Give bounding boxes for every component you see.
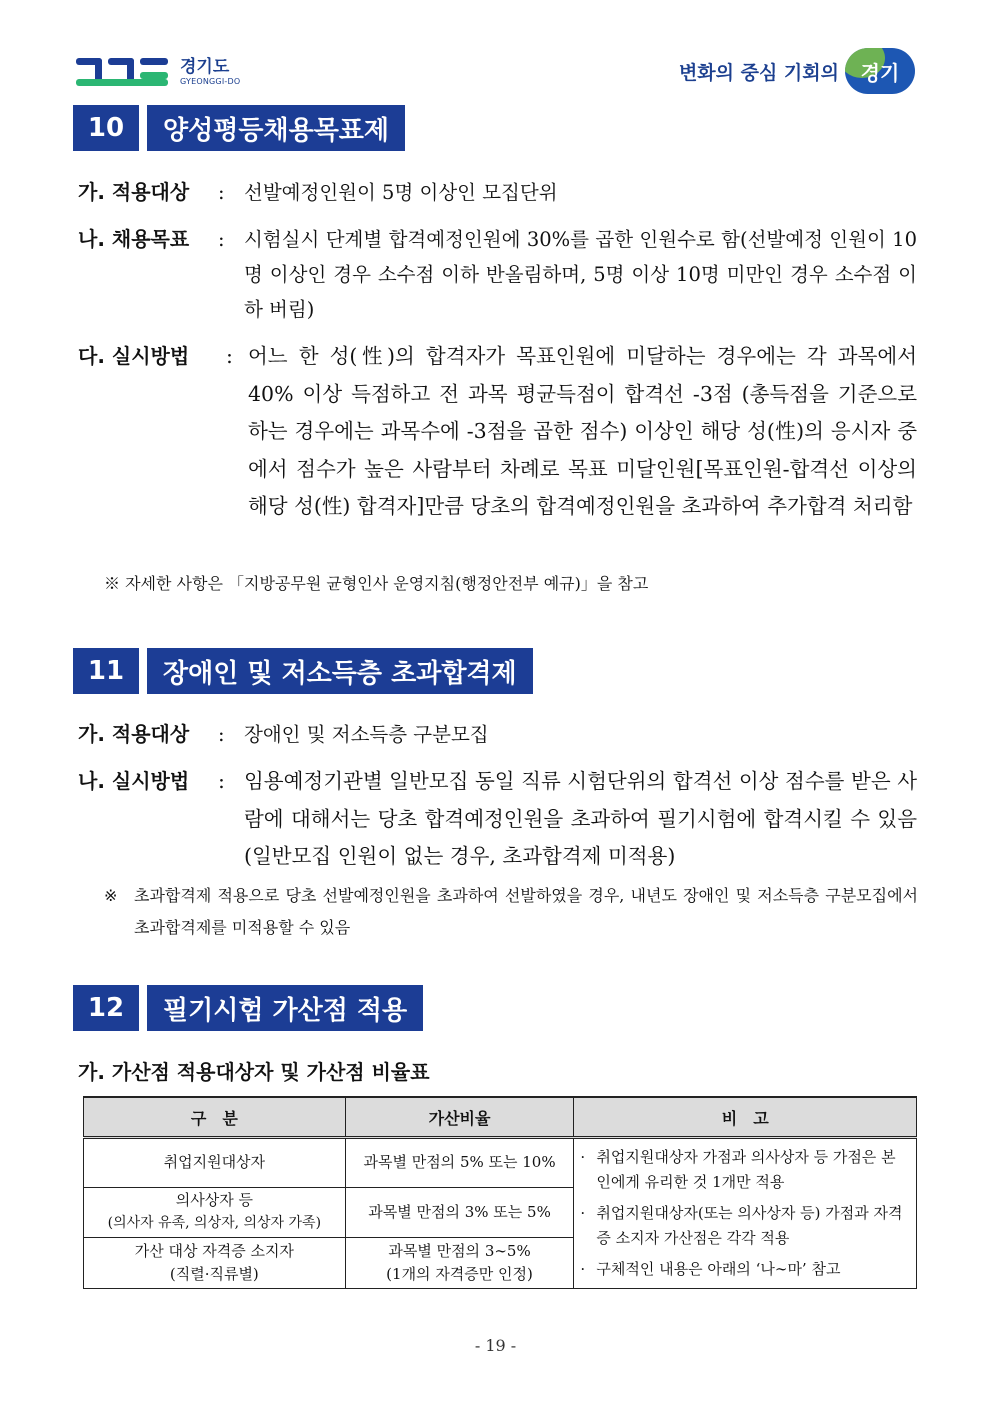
remark-text: 취업지원대상자(또는 의사상자 등) 가점과 자격증 소지자 가산점은 각각 적용 (596, 1204, 903, 1247)
section-title: 양성평등채용목표제 (147, 105, 405, 151)
category-text: 취업지원대상자 (163, 1153, 266, 1172)
logo-english-text: GYEONGGI-DO (180, 76, 241, 86)
rate-text: 과목별 만점의 3% 또는 5% (368, 1202, 551, 1221)
category-text: 가산 대상 자격증 소지자 (134, 1242, 294, 1261)
item-label: 나. 실시방법 (78, 769, 190, 793)
section-12-heading (73, 985, 423, 1031)
rate-subtext: (1개의 자격증만 인정) (386, 1265, 533, 1284)
section-11-item-a (78, 716, 917, 753)
rate-cell (345, 1187, 574, 1238)
item-text: 선발예정인원이 5명 이상인 모집단위 (244, 181, 558, 204)
rate-cell (345, 1138, 574, 1188)
section-number: 12 (73, 985, 139, 1031)
section-10-note: ※ 자세한 사항은 「지방공무원 균형인사 운영지침(행정안전부 예규)」을 참고 (104, 574, 649, 593)
section-11-heading (73, 648, 533, 694)
slogan-badge-text: 경기 (860, 60, 900, 85)
table-subheading: 가. 가산점 적용대상자 및 가산점 비율표 (78, 1060, 430, 1084)
item-colon: : (218, 769, 225, 793)
section-10-item-c (78, 338, 917, 526)
item-colon: : (218, 723, 225, 746)
category-subtext: (직렬·직류별) (169, 1265, 259, 1284)
category-cell (84, 1187, 346, 1238)
category-cell (84, 1238, 346, 1289)
item-label: 가. 적용대상 (78, 722, 190, 746)
bonus-points-table (83, 1096, 917, 1289)
remark-text: 취업지원대상자 가점과 의사상자 등 가점은 본인에게 유리한 것 1개만 적용 (596, 1148, 896, 1191)
bullet: · (580, 1204, 586, 1222)
category-subtext: (의사자 유족, 의상자, 의상자 가족) (107, 1215, 322, 1232)
remark-item (580, 1145, 910, 1195)
logo-korean-text: 경기도 (180, 56, 230, 77)
item-text: 임용예정기관별 일반모집 동일 직류 시험단위의 합격선 이상 점수를 받은 사람에 대해서는 당초 합격예정인원을 초과하여 필기시험에 합격시킬 수 있음(일반모집 인원이 없는 경우, 초과합격제 미적용) (244, 769, 917, 868)
item-text: 시험실시 단계별 합격예정인원에 30%를 곱한 인원수로 함(선발예정 인원이 10명 이상인 경우 소수점 이하 반올림하며, 5명 이상 10명 미만인 경우 소수점 이하 버림) (244, 228, 917, 321)
remark-text: 구체적인 내용은 아래의 ‘나∼마’ 참고 (596, 1260, 841, 1278)
rate-text: 과목별 만점의 3∼5% (388, 1242, 531, 1261)
section-10-item-a (78, 174, 917, 211)
section-11-note (104, 880, 918, 944)
note-mark: ※ (104, 886, 118, 905)
section-title: 장애인 및 저소득층 초과합격제 (147, 648, 533, 694)
item-colon: : (218, 228, 225, 251)
gyeonggi-logo (76, 54, 240, 90)
bullet: · (580, 1260, 586, 1278)
header-category: 구 분 (84, 1097, 346, 1138)
remarks-cell (574, 1138, 917, 1289)
section-10-heading (73, 105, 405, 151)
item-colon: : (218, 181, 225, 204)
category-cell (84, 1138, 346, 1188)
note-text: 초과합격제 적용으로 당초 선발예정인원을 초과하여 선발하였을 경우, 내년도 장애인 및 저소득층 구분모집에서 초과합격제를 미적용할 수 있음 (134, 886, 918, 937)
item-text: 장애인 및 저소득층 구분모집 (244, 723, 489, 746)
section-number: 10 (73, 105, 139, 151)
gyeonggi-logo-icon (76, 54, 170, 90)
section-10-item-b (78, 222, 917, 327)
item-label: 다. 실시방법 (78, 344, 190, 368)
rate-cell (345, 1238, 574, 1289)
item-label: 나. 채용목표 (78, 227, 190, 251)
header-rate: 가산비율 (345, 1097, 574, 1138)
section-11-item-b (78, 763, 917, 876)
table-row (84, 1138, 917, 1188)
slogan (679, 48, 915, 94)
bullet: · (580, 1148, 586, 1166)
section-number: 11 (73, 648, 139, 694)
header-remarks: 비 고 (574, 1097, 917, 1138)
rate-text: 과목별 만점의 5% 또는 10% (363, 1153, 556, 1172)
page-number: - 19 - (474, 1336, 517, 1355)
item-colon: : (226, 344, 233, 368)
category-text: 의사상자 등 (175, 1191, 253, 1210)
section-title: 필기시험 가산점 적용 (147, 985, 423, 1031)
slogan-text: 변화의 중심 기회의 (678, 61, 839, 84)
slogan-badge (845, 48, 915, 94)
item-text: 어느 한 성(性)의 합격자가 목표인원에 미달하는 경우에는 각 과목에서 40% 이상 득점하고 전 과목 평균득점이 합격선 -3점 (총득점을 기준으로 하는 경우에는 과목수에 -3점을 곱한 점수) 이상인 해당 성(性)의 응시자 중에서 점수가 높은 사람부터 차례로 목표 미달인원[목표인원-합격선 이상의 해당 성(性) 합격자]만큼 당초의 합격예정인원을 초과하여 추가합격 처리함 (248, 344, 917, 518)
table-header-row (84, 1097, 917, 1138)
remark-item (580, 1201, 910, 1251)
item-label: 가. 적용대상 (78, 180, 190, 204)
remark-item (580, 1257, 910, 1282)
